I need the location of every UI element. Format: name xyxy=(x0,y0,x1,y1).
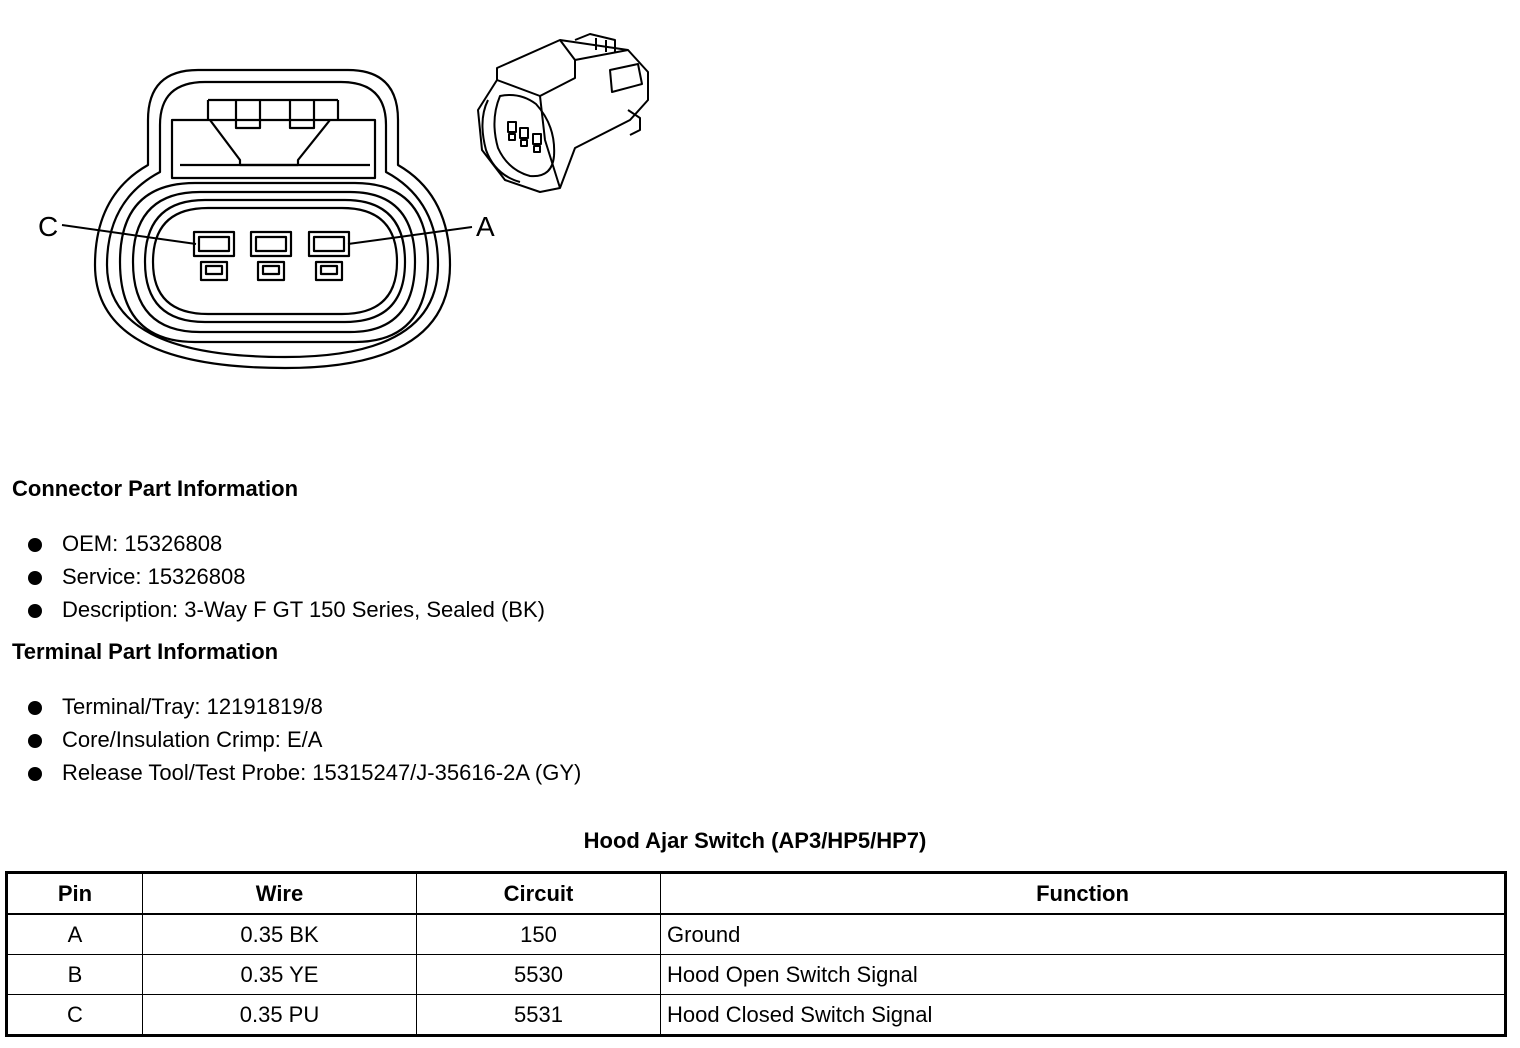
connector-info-list xyxy=(28,527,545,626)
pin-label-a: A xyxy=(476,211,495,242)
list-item-text: Service: 15326808 xyxy=(62,564,246,589)
pin-label-c: C xyxy=(38,211,59,242)
terminal-info-list xyxy=(28,690,581,789)
list-item-text: Description: 3-Way F GT 150 Series, Sealed (BK) xyxy=(62,597,545,622)
list-item xyxy=(28,593,545,626)
cell-wire: 0.35 YE xyxy=(143,955,417,995)
table-header-row xyxy=(7,873,1506,915)
column-header-circuit: Circuit xyxy=(417,873,661,915)
cavity-c xyxy=(194,232,234,280)
list-item xyxy=(28,756,581,789)
table-row xyxy=(7,995,1506,1036)
cell-function: Hood Open Switch Signal xyxy=(661,955,1506,995)
cell-wire: 0.35 BK xyxy=(143,914,417,955)
bullet-icon xyxy=(28,538,42,552)
leader-line-c xyxy=(62,225,196,244)
terminal-info-heading: Terminal Part Information xyxy=(12,639,279,664)
list-item xyxy=(28,527,545,560)
list-item xyxy=(28,723,581,756)
table-row xyxy=(7,914,1506,955)
cell-pin: C xyxy=(7,995,143,1036)
pinout-table xyxy=(5,871,1507,1037)
bullet-icon xyxy=(28,767,42,781)
list-item-text: Core/Insulation Crimp: E/A xyxy=(62,727,323,752)
cavity-a xyxy=(309,232,349,280)
list-item xyxy=(28,690,581,723)
cell-wire: 0.35 PU xyxy=(143,995,417,1036)
connector-isometric-illustration xyxy=(478,34,648,192)
column-header-pin: Pin xyxy=(7,873,143,915)
list-item xyxy=(28,560,545,593)
connector-info-heading: Connector Part Information xyxy=(12,476,299,501)
list-item-text: OEM: 15326808 xyxy=(62,531,223,556)
list-item-text: Terminal/Tray: 12191819/8 xyxy=(62,694,323,719)
cell-pin: A xyxy=(7,914,143,955)
cell-pin: B xyxy=(7,955,143,995)
cell-function: Hood Closed Switch Signal xyxy=(661,995,1506,1036)
table-title: Hood Ajar Switch (AP3/HP5/HP7) xyxy=(583,828,927,853)
latch-tab xyxy=(172,120,375,178)
cell-circuit: 5530 xyxy=(417,955,661,995)
cell-function: Ground xyxy=(661,914,1506,955)
list-item-text: Release Tool/Test Probe: 15315247/J-35616-2A (GY) xyxy=(62,760,582,785)
connector-diagram xyxy=(0,0,700,440)
connector-housing-outline xyxy=(95,70,450,368)
cell-circuit: 150 xyxy=(417,914,661,955)
column-header-function: Function xyxy=(661,873,1506,915)
bullet-icon xyxy=(28,701,42,715)
table-row xyxy=(7,955,1506,995)
cell-circuit: 5531 xyxy=(417,995,661,1036)
bullet-icon xyxy=(28,734,42,748)
column-header-wire: Wire xyxy=(143,873,417,915)
bullet-icon xyxy=(28,571,42,585)
bullet-icon xyxy=(28,604,42,618)
cavity-b xyxy=(251,232,291,280)
